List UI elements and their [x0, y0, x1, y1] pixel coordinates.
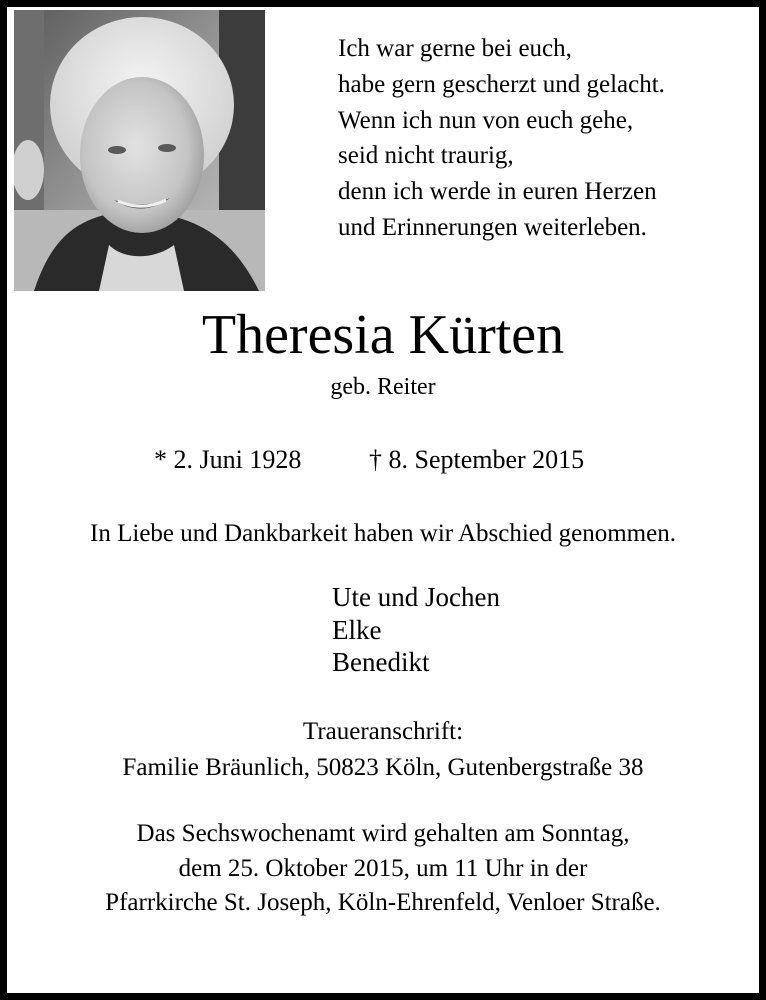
mourner: Benedikt	[332, 647, 430, 677]
address-label: Traueranschrift:	[302, 718, 464, 745]
mourner: Ute und Jochen	[332, 582, 500, 612]
poem	[338, 31, 748, 246]
deceased-name: Theresia Kürten	[201, 304, 565, 366]
service-line: dem 25. Oktober 2015, um 11 Uhr in der	[178, 854, 588, 882]
death-date: † 8. September 2015	[369, 445, 585, 474]
service-line: Das Sechswochenamt wird gehalten am Sonntag,	[136, 820, 630, 847]
poem-line: und Erinnerungen weiterleben.	[338, 213, 647, 241]
portrait-image	[14, 10, 265, 291]
obituary-notice	[7, 7, 759, 993]
poem-line: habe gern gescherzt und gelacht.	[338, 70, 665, 98]
mourning-address	[7, 714, 759, 785]
birth-date: * 2. Juni 1928	[154, 445, 302, 474]
poem-line: Wenn ich nun von euch gehe,	[338, 106, 634, 134]
maiden-name: geb. Reiter	[330, 374, 436, 400]
address-line: Familie Bräunlich, 50823 Köln, Gutenbergstraße 38	[122, 753, 644, 781]
mourner: Elke	[332, 614, 382, 645]
farewell-text: In Liebe und Dankbarkeit haben wir Abschied genommen.	[90, 520, 676, 547]
portrait-photo	[14, 10, 265, 291]
poem-line: denn ich werde in euren Herzen	[338, 178, 657, 206]
poem-line: seid nicht traurig,	[338, 142, 514, 170]
service-announcement	[7, 817, 759, 921]
poem-line: Ich war gerne bei euch,	[338, 35, 572, 62]
mourners-list	[332, 581, 500, 679]
service-line: Pfarrkirche St. Joseph, Köln-Ehrenfeld, Venloer Straße.	[105, 889, 661, 916]
